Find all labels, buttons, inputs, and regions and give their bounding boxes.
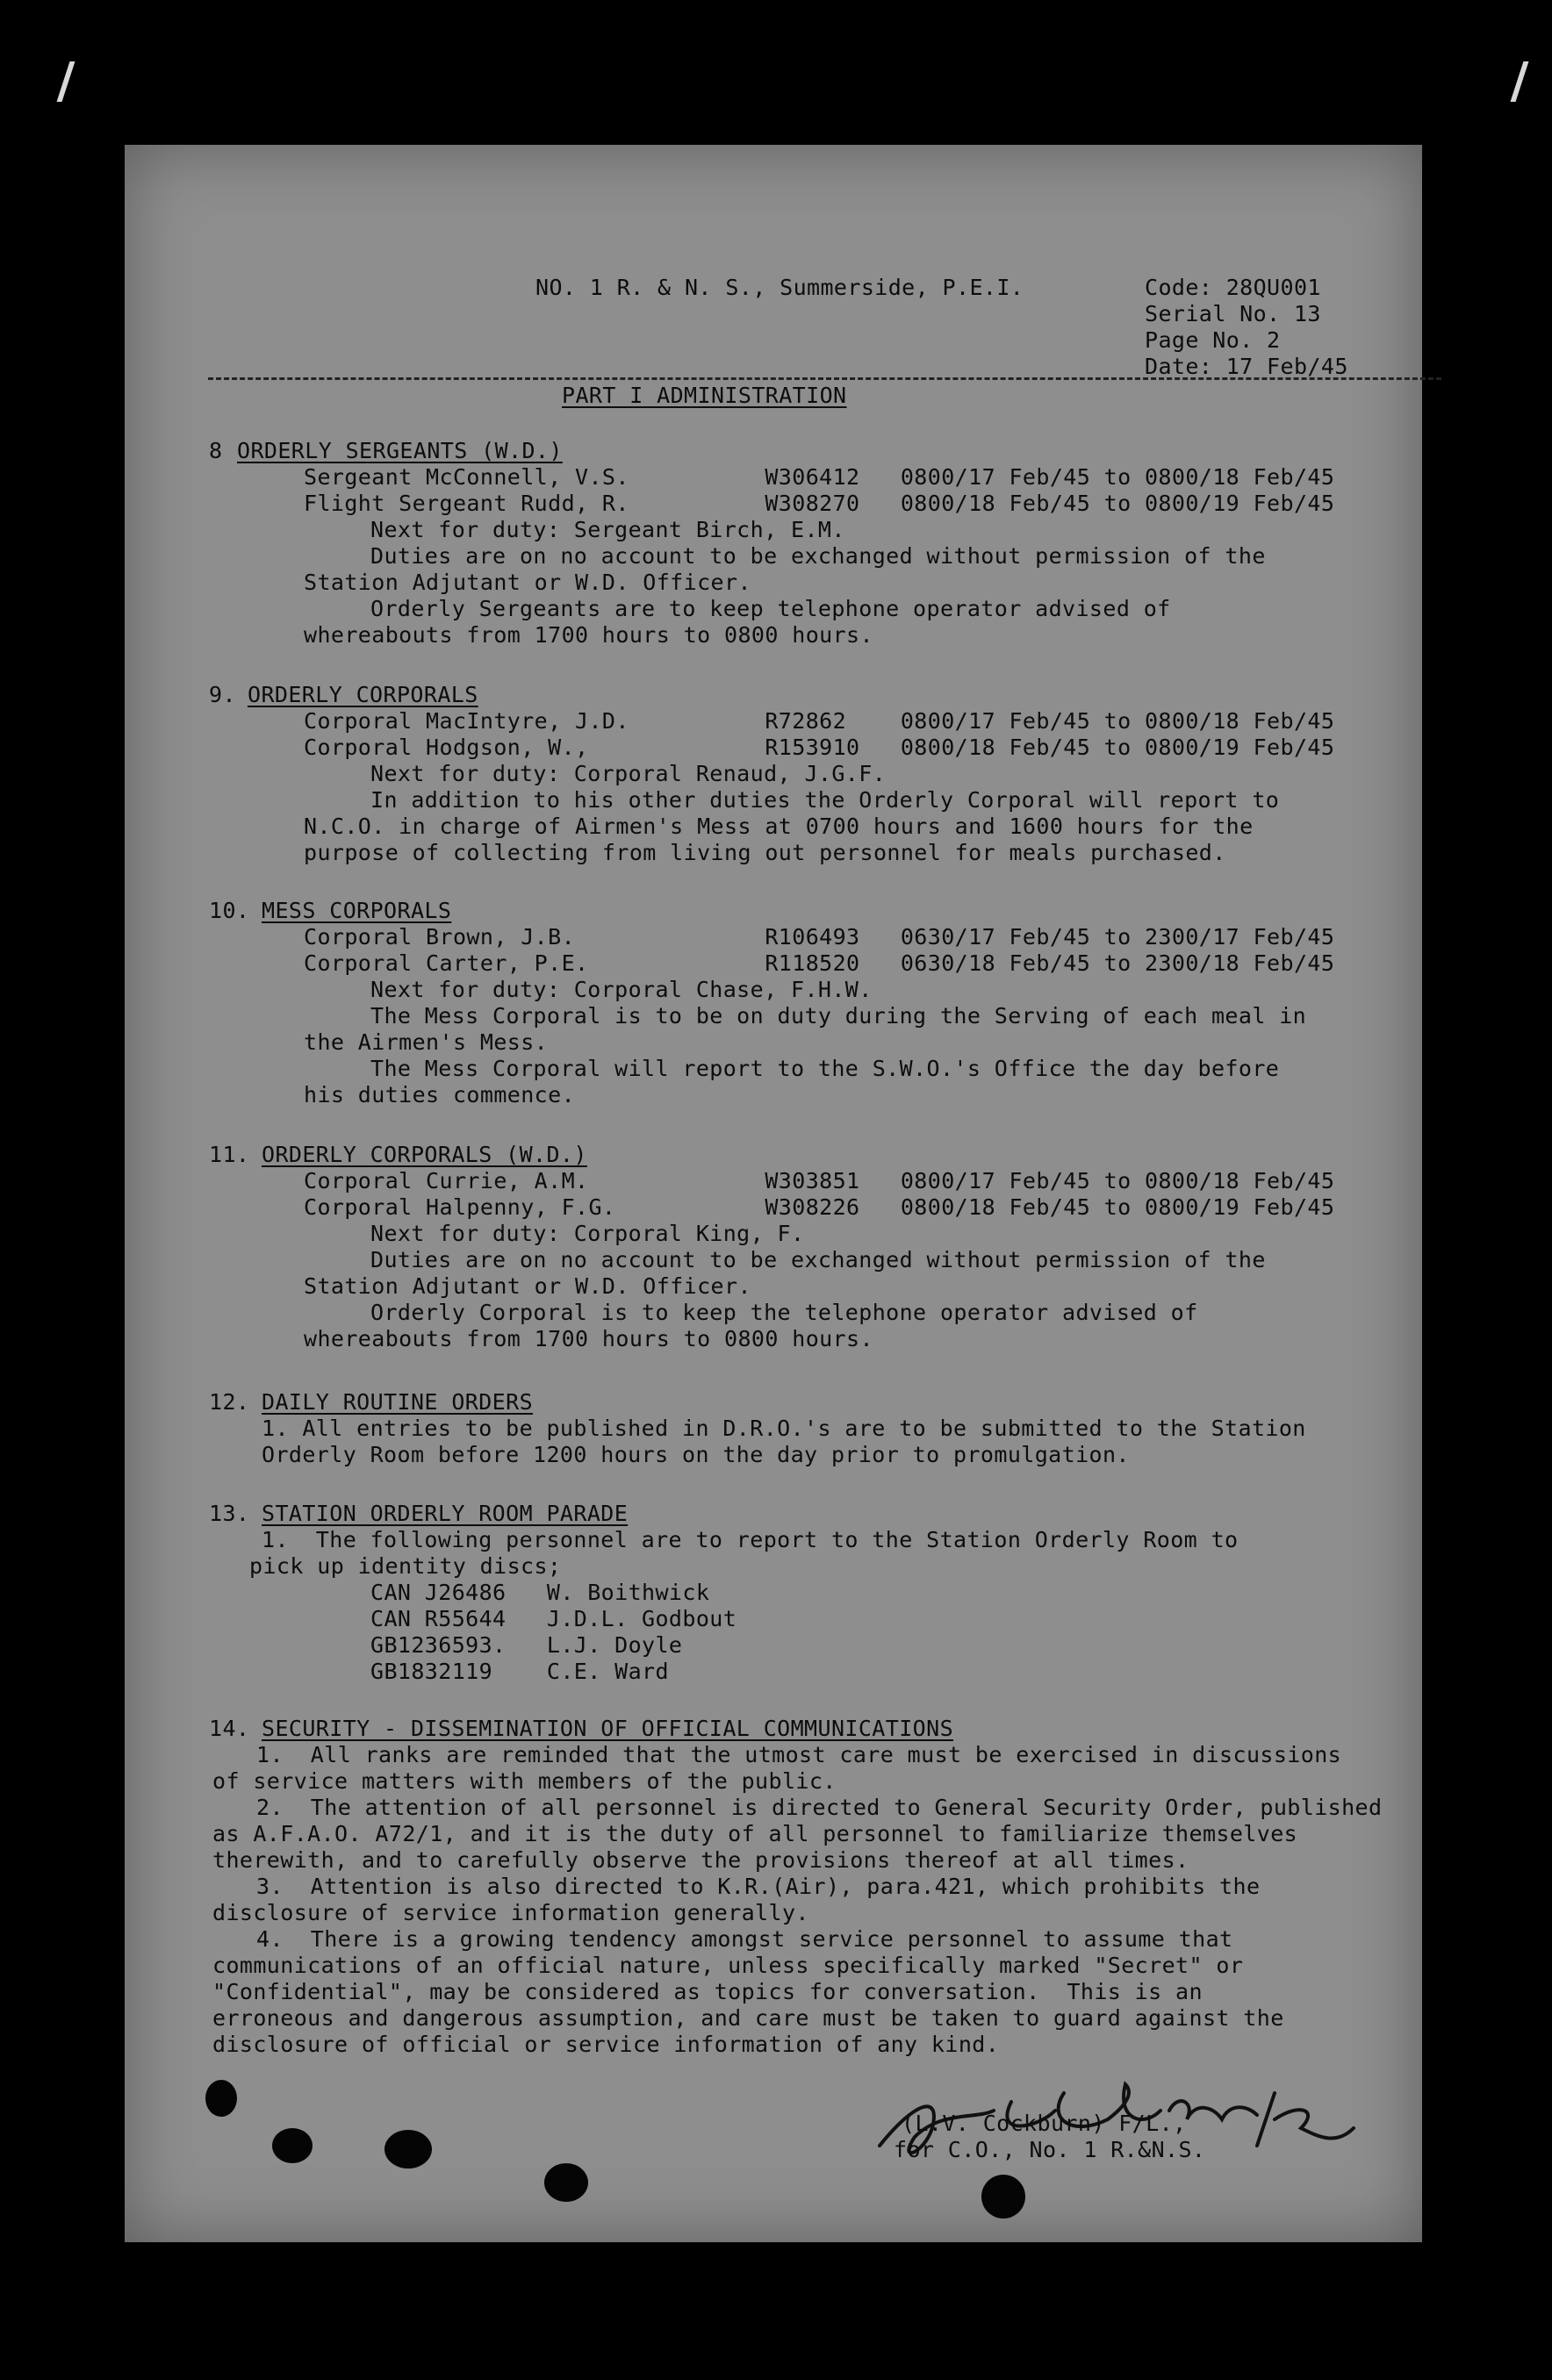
s12-number: 12. xyxy=(209,1389,250,1415)
corner-mark-right xyxy=(1511,61,1529,102)
header-serial: Serial No. 13 xyxy=(1145,301,1321,326)
s8-next: Next for duty: Sergeant Birch, E.M. xyxy=(370,517,845,542)
part-title: PART I ADMINISTRATION xyxy=(562,383,847,408)
s11-number: 11. xyxy=(209,1142,250,1167)
punch-hole xyxy=(272,2128,313,2163)
s14-line: 3. Attention is also directed to K.R.(Air), para.421, which prohibits the xyxy=(256,1874,1261,1899)
s11-p1b: Station Adjutant or W.D. Officer. xyxy=(304,1273,751,1299)
document-page xyxy=(125,145,1422,2242)
s9-number: 9. xyxy=(209,682,236,707)
header-date: Date: 17 Feb/45 xyxy=(1145,354,1348,379)
document-content xyxy=(125,145,1422,2242)
s14-heading: SECURITY - DISSEMINATION OF OFFICIAL COMMUNICATIONS xyxy=(262,1716,954,1741)
s13-number: 13. xyxy=(209,1501,250,1526)
s8-row2: Flight Sergeant Rudd, R. W308270 0800/18 Feb/45 to 0800/19 Feb/45 xyxy=(304,491,1335,516)
s12-heading: DAILY ROUTINE ORDERS xyxy=(262,1389,534,1415)
s11-next: Next for duty: Corporal King, F. xyxy=(370,1221,805,1246)
s9-next: Next for duty: Corporal Renaud, J.G.F. xyxy=(370,761,887,786)
s14-line: erroneous and dangerous assumption, and care must be taken to guard against the xyxy=(212,2005,1284,2031)
s9-p1c: purpose of collecting from living out personnel for meals purchased. xyxy=(304,840,1226,865)
s13-p1b: pick up identity discs; xyxy=(249,1553,562,1579)
s13-list-item: CAN J26486 W. Boithwick xyxy=(370,1580,710,1605)
s11-p2b: whereabouts from 1700 hours to 0800 hours. xyxy=(304,1326,873,1351)
s11-p1a: Duties are on no account to be exchanged without permission of the xyxy=(370,1247,1266,1272)
s14-line: therewith, and to carefully observe the provisions thereof at all times. xyxy=(212,1847,1189,1873)
s11-row1: Corporal Currie, A.M. W303851 0800/17 Feb/45 to 0800/18 Feb/45 xyxy=(304,1168,1335,1194)
s13-list-item: GB1236593. L.J. Doyle xyxy=(370,1632,683,1658)
s11-row2: Corporal Halpenny, F.G. W308226 0800/18 Feb/45 to 0800/19 Feb/45 xyxy=(304,1194,1335,1220)
s10-row1: Corporal Brown, J.B. R106493 0630/17 Feb/45 to 2300/17 Feb/45 xyxy=(304,924,1335,950)
s14-line: as A.F.A.O. A72/1, and it is the duty of all personnel to familiarize themselves xyxy=(212,1821,1298,1846)
s11-heading: ORDERLY CORPORALS (W.D.) xyxy=(262,1142,587,1167)
s13-p1a: 1. The following personnel are to report to the Station Orderly Room to xyxy=(262,1527,1239,1552)
s14-number: 14. xyxy=(209,1716,250,1741)
s9-row2: Corporal Hodgson, W., R153910 0800/18 Feb/45 to 0800/19 Feb/45 xyxy=(304,735,1335,760)
s8-row1: Sergeant McConnell, V.S. W306412 0800/17 Feb/45 to 0800/18 Feb/45 xyxy=(304,464,1335,490)
s14-line: "Confidential", may be considered as topics for conversation. This is an xyxy=(212,1979,1203,2004)
s10-p1a: The Mess Corporal is to be on duty during the Serving of each meal in xyxy=(370,1003,1307,1029)
s12-p1b: Orderly Room before 1200 hours on the day prior to promulgation. xyxy=(262,1442,1130,1467)
signature-name: (L.V. Cockburn) F/L., xyxy=(902,2111,1187,2136)
punch-hole xyxy=(205,2080,237,2117)
s14-line: 1. All ranks are reminded that the utmost care must be exercised in discussions xyxy=(256,1742,1342,1767)
s8-p2a: Orderly Sergeants are to keep telephone operator advised of xyxy=(370,596,1171,621)
s14-line: disclosure of service information generally. xyxy=(212,1900,809,1925)
s12-p1a: 1. All entries to be published in D.R.O.'s are to be submitted to the Station xyxy=(262,1416,1306,1441)
header-unit: NO. 1 R. & N. S., Summerside, P.E.I. xyxy=(535,275,1024,300)
punch-hole xyxy=(544,2163,588,2202)
corner-mark-left xyxy=(57,61,75,102)
punch-hole xyxy=(981,2175,1025,2219)
s8-p1a: Duties are on no account to be exchanged without permission of the xyxy=(370,543,1266,569)
s9-p1b: N.C.O. in charge of Airmen's Mess at 0700 hours and 1600 hours for the xyxy=(304,814,1254,839)
s10-p1b: the Airmen's Mess. xyxy=(304,1029,549,1055)
s13-list-item: CAN R55644 J.D.L. Godbout xyxy=(370,1606,737,1631)
s8-p1b: Station Adjutant or W.D. Officer. xyxy=(304,570,751,595)
s11-p2a: Orderly Corporal is to keep the telephone operator advised of xyxy=(370,1300,1198,1325)
s9-p1a: In addition to his other duties the Orderly Corporal will report to xyxy=(370,787,1280,813)
header-rule xyxy=(208,377,1441,380)
punch-hole xyxy=(384,2130,432,2169)
s8-number: 8 xyxy=(209,438,223,463)
s10-p2a: The Mess Corporal will report to the S.W.O.'s Office the day before xyxy=(370,1056,1280,1081)
s8-p2b: whereabouts from 1700 hours to 0800 hours. xyxy=(304,622,873,648)
s14-line: communications of an official nature, unless specifically marked "Secret" or xyxy=(212,1953,1244,1978)
s14-line: disclosure of official or service information of any kind. xyxy=(212,2032,1000,2057)
s8-heading: ORDERLY SERGEANTS (W.D.) xyxy=(237,438,563,463)
s13-list-item: GB1832119 C.E. Ward xyxy=(370,1659,669,1684)
s9-row1: Corporal MacIntyre, J.D. R72862 0800/17 Feb/45 to 0800/18 Feb/45 xyxy=(304,708,1335,734)
s10-p2b: his duties commence. xyxy=(304,1082,576,1108)
s10-heading: MESS CORPORALS xyxy=(262,898,452,923)
s14-line: 2. The attention of all personnel is directed to General Security Order, published xyxy=(256,1795,1383,1820)
s10-next: Next for duty: Corporal Chase, F.H.W. xyxy=(370,977,873,1002)
s10-row2: Corporal Carter, P.E. R118520 0630/18 Feb/45 to 2300/18 Feb/45 xyxy=(304,950,1335,976)
s9-heading: ORDERLY CORPORALS xyxy=(248,682,478,707)
s14-line: of service matters with members of the public. xyxy=(212,1768,837,1794)
s13-heading: STATION ORDERLY ROOM PARADE xyxy=(262,1501,629,1526)
s10-number: 10. xyxy=(209,898,250,923)
signature-for: for C.O., No. 1 R.&N.S. xyxy=(894,2137,1206,2162)
s14-line: 4. There is a growing tendency amongst service personnel to assume that xyxy=(256,1926,1233,1952)
header-page: Page No. 2 xyxy=(1145,327,1281,353)
header-code: Code: 28QU001 xyxy=(1145,275,1321,300)
